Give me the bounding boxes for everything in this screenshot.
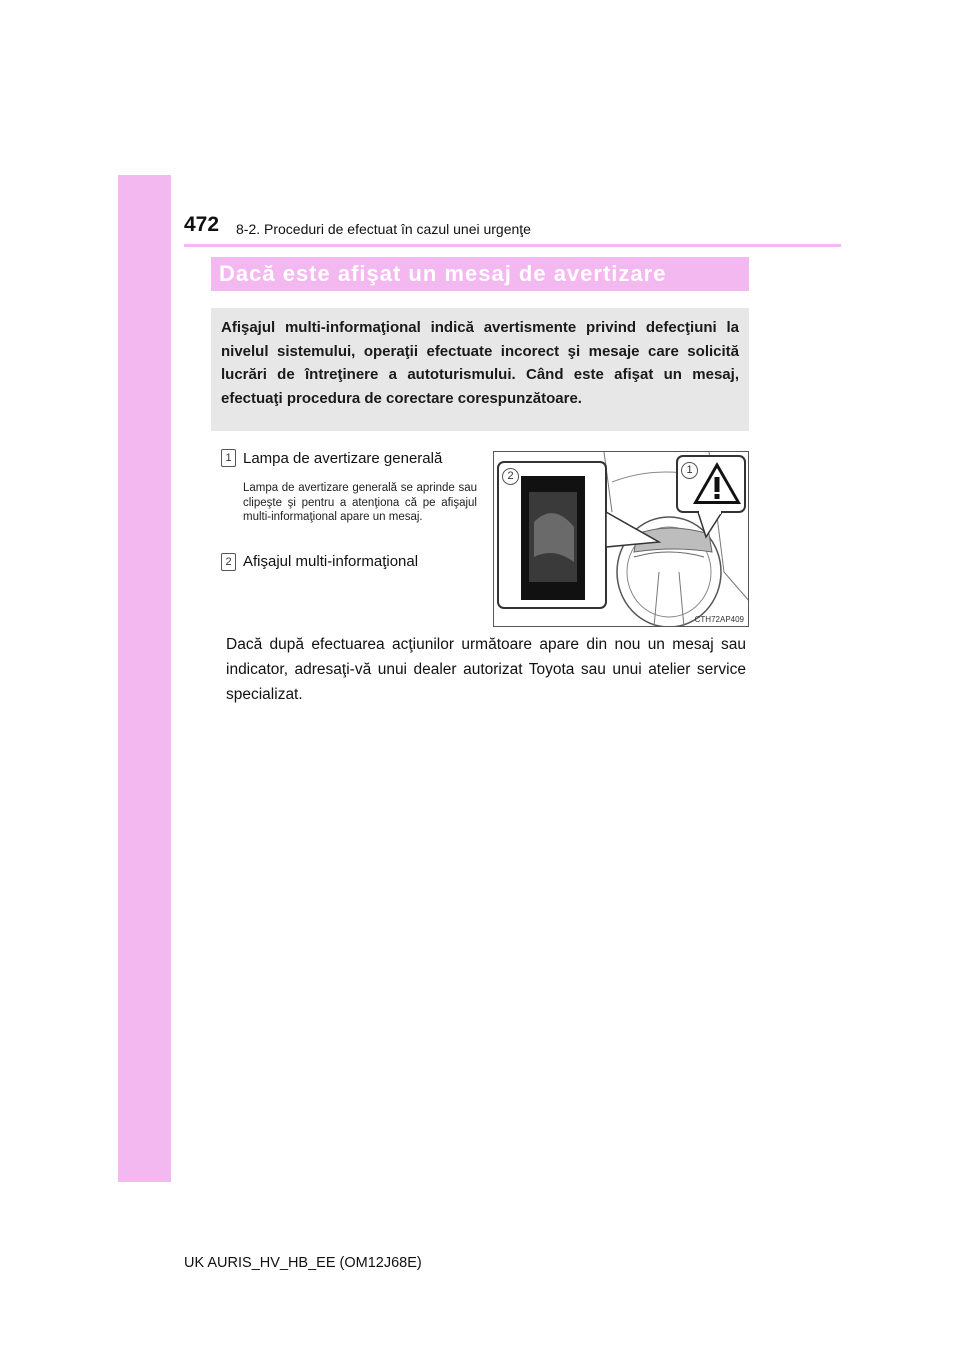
page-number: 472	[184, 213, 220, 236]
instrument-cluster-figure	[493, 451, 749, 627]
header-divider	[184, 244, 841, 247]
callout-number: 1	[681, 462, 698, 479]
figure-illustration	[494, 452, 749, 627]
note-paragraph: Dacă după efectuarea acţiunilor următoare apare din nou un mesaj sau indicator, adresaţi-vă unui dealer autorizat Toyota sau unui atelier service specializat.	[226, 636, 746, 703]
item-description: Lampa de avertizare generală se aprinde sau clipeşte şi pentru a atenţiona că pe afişajul multi-informaţional apare un mesaj.	[243, 482, 477, 523]
figure-code: CTH72AP409	[694, 615, 744, 624]
item-number-badge: 1	[221, 449, 236, 467]
section-label: 8-2. Proceduri de efectuat în cazul unei urgenţe	[236, 221, 531, 237]
callout-number: 2	[502, 468, 519, 485]
side-tab-bar	[118, 175, 171, 1182]
item-number-badge: 2	[221, 553, 236, 571]
section-title: Dacă este afişat un mesaj de avertizare	[211, 257, 749, 291]
item-title: Afişajul multi-informaţional	[243, 553, 419, 570]
item-title: Lampa de avertizare generală	[243, 450, 443, 467]
intro-box: Afişajul multi-informaţional indică avertismente privind defecţiuni la nivelul sistemului, operaţii efectuate incorect şi mesaje care solicită lucrări de întreţinere a autoturismului. Când este afişat un mesaj, efectuaţi procedura de corectare corespunzătoare.	[211, 308, 749, 431]
footer-code: UK AURIS_HV_HB_EE (OM12J68E)	[184, 1255, 422, 1271]
